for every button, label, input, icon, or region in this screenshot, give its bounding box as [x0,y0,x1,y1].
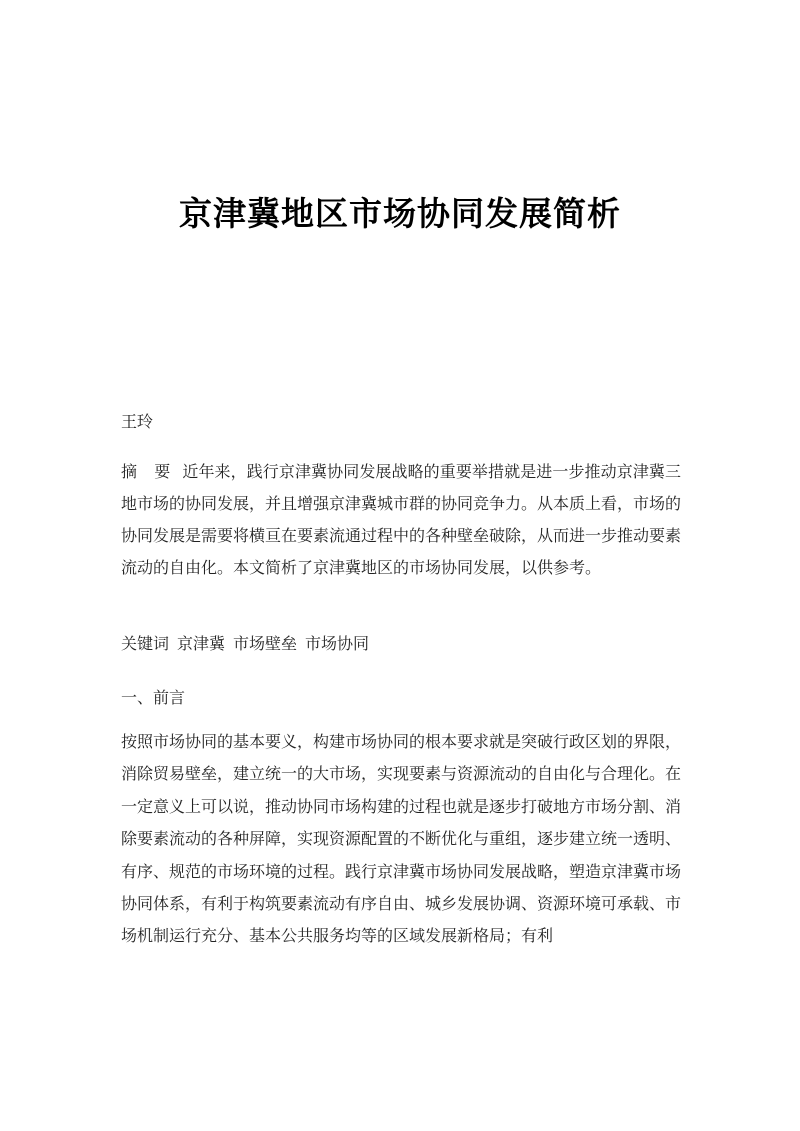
keyword-item: 市场协同 [305,634,370,653]
abstract [121,456,681,584]
author-name: 王玲 [121,412,154,431]
section-heading: 一、前言 [121,688,186,707]
keyword-item: 京津冀 [177,634,226,653]
abstract-text: 近年来，践行京津冀协同发展战略的重要举措就是进一步推动京津冀三地市场的协同发展，并且增强京津冀城市群的协同竞争力。从本质上看，市场的协同发展是需要将横亘在要素流通过程中的各种壁垒破除，从而进一步推动要素流动的自由化。本文简析了京津冀地区的市场协同发展，以供参考。 [121,462,682,577]
keyword-item: 市场壁垒 [233,634,298,653]
paper-title: 京津冀地区市场协同发展简析 [179,194,621,233]
abstract-label: 摘 要 [121,462,177,481]
section-paragraph: 按照市场协同的基本要义，构建市场协同的根本要求就是突破行政区划的界限，消除贸易壁垒，建立统一的大市场，实现要素与资源流动的自由化与合理化。在一定意义上可以说，推动协同市场构建的过程也就是逐步打破地方市场分割、消除要素流动的各种屏障，实现资源配置的不断优化与重组，逐步建立统一透明、有序、规范的市场环境的过程。践行京津冀市场协同发展战略，塑造京津冀市场协同体系，有利于构筑要素流动有序自由、城乡发展协调、资源环境可承载、市场机制运行充分、基本公共服务均等的区域发展新格局；有利 [121,732,682,946]
keywords [121,628,681,660]
keywords-label: 关键词 [121,634,170,653]
